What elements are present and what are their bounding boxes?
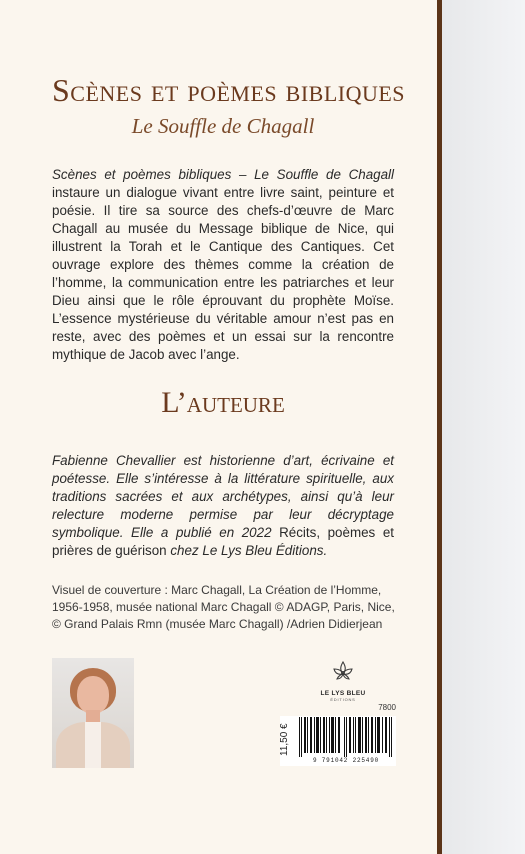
author-bio (52, 452, 394, 560)
author-heading: L’auteure (161, 386, 285, 419)
bio-part1: Fabienne Chevallier est historienne d’art, écrivaine et poétesse. Elle s’intéresse à la littérature spirituelle, aux traditions sacrées et aux archétypes, ainsi qu’à leur relecture moderne permise par leur décryptage symbolique. Elle a publié en 2022 (52, 453, 394, 540)
product-code: 7800 (378, 703, 396, 712)
cover-image-credit: Visuel de couverture : Marc Chagall, La Création de l’Homme, 1956-1958, musée national Marc Chagall © ADAGP, Paris, Nice, © Grand Palais Rmn (musée Marc Chagall) /Adrien Didierjean (52, 583, 395, 631)
barcode-digits: 9 791042 225490 (312, 757, 379, 764)
bio-part2: chez Le Lys Bleu Éditions. (166, 543, 328, 558)
publisher-subname: ÉDITIONS (330, 697, 356, 702)
price-label: 11,50 € (279, 723, 290, 757)
isbn-barcode (298, 717, 394, 757)
book-title: Scènes et poèmes bibliques (52, 72, 406, 108)
book-subtitle: Le Souffle de Chagall (131, 114, 315, 138)
synopsis-text: instaure un dialogue vivant entre livre saint, peinture et poésie. Il tire sa source des chefs-d’œuvre de Marc Chagall au musée du Message biblique de Nice, qui illustrent la Torah et le Cantique des Cantiques. Cet ouvrage explore des thèmes comme la création de l’homme, la communication entre les patriarches et leur Dieu ainsi que le rôle éprouvant du prophète Moïse. L’essence mystérieuse du véritable amour n’est pas en reste, avec des poèmes et un essai sur la rencontre mythique de Jacob avec l’ange. (52, 185, 394, 362)
bio-book-title: Récits, poèmes et prières de guérison (52, 525, 394, 558)
background-area (442, 0, 525, 854)
lily-flower-icon (331, 660, 355, 684)
publisher-logo (313, 660, 373, 706)
publisher-name: LE LYS BLEU (320, 690, 366, 697)
author-photo (52, 658, 134, 768)
synopsis-italic-title: Scènes et poèmes bibliques – Le Souffle de Chagall (52, 167, 394, 182)
synopsis-paragraph (52, 166, 394, 364)
